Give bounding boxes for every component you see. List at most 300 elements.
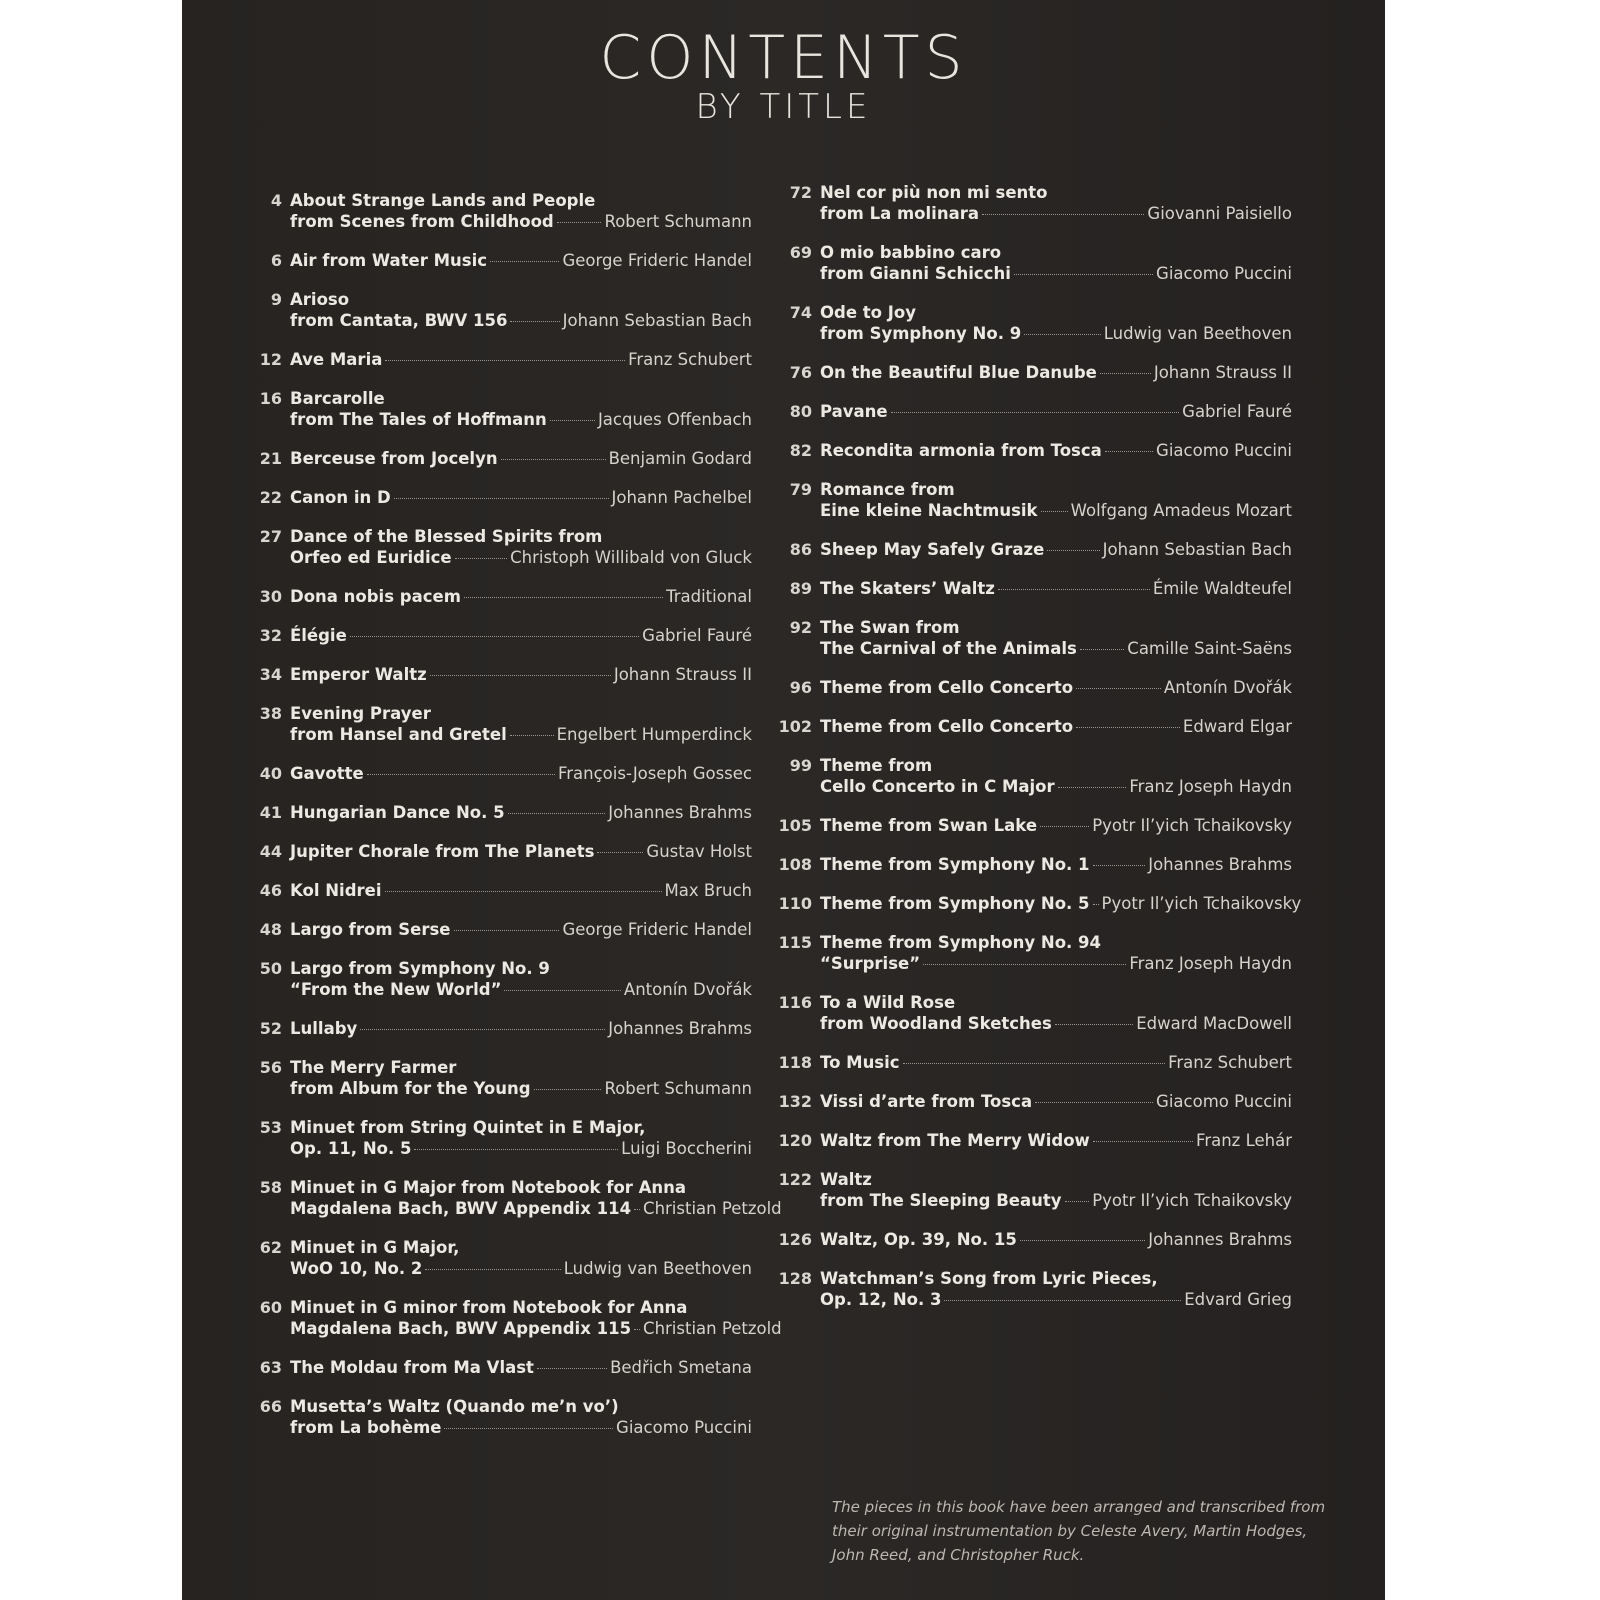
- title-last-line: [290, 547, 752, 568]
- page-number: 99: [789, 756, 812, 775]
- entry-title: Theme from Cello Concerto: [820, 678, 1074, 697]
- title-last-line: [820, 440, 1292, 461]
- title-last-line: [820, 716, 1292, 737]
- composer-name: François-Joseph Gossec: [557, 764, 752, 783]
- dot-leader: [508, 813, 606, 814]
- dot-leader: [1035, 1102, 1153, 1103]
- page-number: 72: [789, 183, 812, 202]
- dot-leader: [490, 261, 559, 262]
- page-number: 74: [789, 303, 812, 322]
- entry-title: Recondita armonia from Tosca: [820, 441, 1102, 460]
- entry-title: Jupiter Chorale from The Planets: [290, 842, 595, 861]
- entry-title: Sheep May Safely Graze: [820, 540, 1045, 559]
- entry-title: from Hansel and Gretel: [290, 725, 507, 744]
- toc-entry[interactable]: [772, 1091, 1292, 1112]
- toc-entry[interactable]: [242, 190, 752, 232]
- toc-entry[interactable]: [242, 1396, 752, 1438]
- toc-entry[interactable]: [242, 487, 752, 508]
- entry-title: Orfeo ed Euridice: [290, 548, 452, 567]
- toc-entry[interactable]: [772, 992, 1292, 1034]
- title-last-line: [290, 979, 752, 1000]
- entry-title: Air from Water Music: [290, 251, 488, 270]
- page-number: 118: [778, 1053, 812, 1072]
- page-number: 80: [789, 402, 812, 421]
- dot-leader: [891, 412, 1180, 413]
- dot-leader: [510, 321, 559, 322]
- toc-entry[interactable]: [242, 958, 752, 1000]
- page-number: 30: [259, 587, 282, 606]
- composer-name: Christian Petzold: [643, 1319, 782, 1338]
- toc-entry[interactable]: [242, 880, 752, 901]
- page-number: 66: [259, 1397, 282, 1416]
- page-number: 50: [259, 959, 282, 978]
- page-number: 102: [778, 717, 812, 736]
- composer-name: Antonín Dvořák: [623, 980, 752, 999]
- entry-title: Waltz from The Merry Widow: [820, 1131, 1090, 1150]
- dot-leader: [360, 1029, 605, 1030]
- title-last-line: [820, 893, 1302, 914]
- composer-name: Christian Petzold: [643, 1199, 782, 1218]
- entry-title: Theme from Cello Concerto: [820, 717, 1074, 736]
- page-number: 105: [778, 816, 812, 835]
- toc-entry[interactable]: [242, 664, 752, 685]
- page-number: 16: [259, 389, 282, 408]
- toc-entry[interactable]: [772, 362, 1292, 383]
- title-last-line: [290, 763, 752, 784]
- composer-name: Benjamin Godard: [608, 449, 752, 468]
- dot-leader: [537, 1368, 607, 1369]
- dot-leader: [510, 735, 554, 736]
- title-last-line: [820, 203, 1292, 224]
- page-number: 27: [259, 527, 282, 546]
- dot-leader: [455, 558, 508, 559]
- composer-name: Edward MacDowell: [1136, 1014, 1292, 1033]
- title-last-line: [290, 880, 752, 901]
- title-last-line: [290, 310, 752, 331]
- toc-entry[interactable]: [772, 617, 1292, 659]
- title-last-line: [820, 1052, 1292, 1073]
- toc-entry[interactable]: [772, 479, 1292, 521]
- entry-title: from Gianni Schicchi: [820, 264, 1011, 283]
- toc-entry[interactable]: [772, 302, 1292, 344]
- dot-leader: [1100, 373, 1151, 374]
- composer-name: Johann Pachelbel: [611, 488, 752, 507]
- entry-title: from The Sleeping Beauty: [820, 1191, 1062, 1210]
- composer-name: Edvard Grieg: [1184, 1290, 1292, 1309]
- toc-entry[interactable]: [242, 448, 752, 469]
- dot-leader: [1076, 727, 1180, 728]
- composer-name: Max Bruch: [664, 881, 752, 900]
- dot-leader: [1040, 826, 1089, 827]
- title-last-line: [290, 919, 752, 940]
- toc-entry[interactable]: [772, 182, 1292, 224]
- composer-name: Luigi Boccherini: [621, 1139, 752, 1158]
- composer-name: Giacomo Puccini: [1156, 1092, 1292, 1111]
- title-last-line: [820, 539, 1292, 560]
- composer-name: Giacomo Puccini: [616, 1418, 752, 1437]
- title-last-line: [820, 362, 1292, 383]
- entry-title: Kol Nidrei: [290, 881, 382, 900]
- composer-name: Émile Waldteufel: [1152, 579, 1292, 598]
- title-last-line: [820, 263, 1292, 284]
- title-line: O mio babbino caro: [820, 243, 1002, 262]
- title-last-line: [820, 1013, 1292, 1034]
- entry-title: from La bohème: [290, 1418, 442, 1437]
- page-number: 22: [259, 488, 282, 507]
- entry-title: Dona nobis pacem: [290, 587, 461, 606]
- title-line: Minuet from String Quintet in E Major,: [290, 1118, 646, 1137]
- composer-name: Robert Schumann: [604, 1079, 752, 1098]
- toc-entry[interactable]: [772, 440, 1292, 461]
- entry-title: from Scenes from Childhood: [290, 212, 554, 231]
- composer-name: George Frideric Handel: [562, 920, 752, 939]
- dot-leader: [1020, 1240, 1145, 1241]
- toc-entry[interactable]: [242, 1297, 782, 1339]
- title-line: Arioso: [290, 290, 350, 309]
- toc-entry[interactable]: [242, 841, 752, 862]
- composer-name: Franz Schubert: [628, 350, 752, 369]
- title-last-line: [290, 1078, 752, 1099]
- title-last-line: [820, 677, 1292, 698]
- page-number: 132: [778, 1092, 812, 1111]
- entry-title: Hungarian Dance No. 5: [290, 803, 505, 822]
- title-line: Ode to Joy: [820, 303, 916, 322]
- page-number: 52: [259, 1019, 282, 1038]
- dot-leader: [944, 1300, 1181, 1301]
- toc-entry[interactable]: [242, 1018, 752, 1039]
- title-line: To a Wild Rose: [820, 993, 956, 1012]
- dot-leader: [550, 420, 595, 421]
- entry-title: from The Tales of Hoffmann: [290, 410, 547, 429]
- composer-name: Ludwig van Beethoven: [563, 1259, 752, 1278]
- entry-title: from Cantata, BWV 156: [290, 311, 508, 330]
- entry-title: Gavotte: [290, 764, 364, 783]
- toc-entry[interactable]: [772, 242, 1292, 284]
- entry-title: from La molinara: [820, 204, 979, 223]
- title-last-line: [290, 409, 752, 430]
- page-number: 89: [789, 579, 812, 598]
- composer-name: Giacomo Puccini: [1156, 441, 1292, 460]
- toc-entry[interactable]: [242, 625, 752, 646]
- entry-title: To Music: [820, 1053, 900, 1072]
- dot-leader: [1058, 787, 1127, 788]
- composer-name: Johannes Brahms: [1148, 855, 1292, 874]
- toc-entry[interactable]: [772, 539, 1292, 560]
- dot-leader: [1080, 649, 1124, 650]
- entry-title: On the Beautiful Blue Danube: [820, 363, 1097, 382]
- page-subtitle: BY TITLE: [695, 87, 872, 127]
- entry-title: The Skaters’ Waltz: [820, 579, 995, 598]
- composer-name: Johann Strauss II: [1153, 363, 1292, 382]
- page-number: 110: [778, 894, 812, 913]
- toc-entry[interactable]: [772, 1052, 1292, 1073]
- toc-entry[interactable]: [242, 1177, 782, 1219]
- title-line: The Merry Farmer: [290, 1058, 457, 1077]
- dot-leader: [1047, 550, 1099, 551]
- page-number: 53: [259, 1118, 282, 1137]
- title-line: The Swan from: [820, 618, 960, 637]
- toc-entry[interactable]: [772, 578, 1292, 599]
- toc-entry[interactable]: [772, 1130, 1292, 1151]
- dot-leader: [597, 852, 643, 853]
- dot-leader: [1105, 451, 1153, 452]
- title-last-line: [820, 401, 1292, 422]
- entry-title: Lullaby: [290, 1019, 358, 1038]
- composer-name: Giovanni Paisiello: [1147, 204, 1292, 223]
- composer-name: Giacomo Puccini: [1156, 264, 1292, 283]
- title-last-line: [290, 487, 752, 508]
- entry-title: The Carnival of the Animals: [820, 639, 1077, 658]
- page-number: 46: [259, 881, 282, 900]
- entry-title: from Album for the Young: [290, 1079, 531, 1098]
- composer-name: Gustav Holst: [646, 842, 752, 861]
- entry-title: Eine kleine Nachtmusik: [820, 501, 1038, 520]
- title-line: Minuet in G Major from Notebook for Anna: [290, 1178, 687, 1197]
- toc-entry[interactable]: [772, 1268, 1292, 1310]
- page-number: 76: [789, 363, 812, 382]
- entry-title: Largo from Serse: [290, 920, 451, 939]
- page-number: 48: [259, 920, 282, 939]
- page-number: 32: [259, 626, 282, 645]
- dot-leader: [385, 891, 662, 892]
- dot-leader: [903, 1063, 1166, 1064]
- left-column: [242, 190, 782, 1456]
- dot-leader: [1024, 334, 1101, 335]
- page-number: 40: [259, 764, 282, 783]
- toc-entry[interactable]: [242, 1237, 752, 1279]
- title-last-line: [290, 349, 752, 370]
- page-number: 126: [778, 1230, 812, 1249]
- dot-leader: [444, 1428, 613, 1429]
- dot-leader: [464, 597, 663, 598]
- page-number: 58: [259, 1178, 282, 1197]
- dot-leader: [534, 1089, 602, 1090]
- title-last-line: [820, 1130, 1292, 1151]
- title-last-line: [290, 448, 752, 469]
- composer-name: Franz Lehár: [1196, 1131, 1292, 1150]
- title-line: Waltz: [820, 1170, 872, 1189]
- entry-title: Op. 12, No. 3: [820, 1290, 942, 1309]
- entry-title: “From the New World”: [290, 980, 502, 999]
- composer-name: Gabriel Fauré: [1182, 402, 1292, 421]
- page-number: 41: [259, 803, 282, 822]
- entry-title: Magdalena Bach, BWV Appendix 114: [290, 1199, 632, 1218]
- composer-name: Antonín Dvořák: [1163, 678, 1292, 697]
- toc-entry[interactable]: [242, 1057, 752, 1099]
- title-last-line: [820, 1229, 1292, 1250]
- entry-title: from Symphony No. 9: [820, 324, 1022, 343]
- toc-entry[interactable]: [242, 250, 752, 271]
- toc-entry[interactable]: [772, 1169, 1292, 1211]
- toc-entry[interactable]: [772, 755, 1292, 797]
- page-number: 128: [778, 1269, 812, 1288]
- title-last-line: [290, 250, 752, 271]
- page-number: 4: [270, 191, 282, 210]
- entry-title: Canon in D: [290, 488, 391, 507]
- dot-leader: [1093, 1141, 1193, 1142]
- title-line: Evening Prayer: [290, 704, 431, 723]
- entry-title: WoO 10, No. 2: [290, 1259, 423, 1278]
- title-last-line: [290, 211, 752, 232]
- toc-entry[interactable]: [772, 677, 1292, 698]
- entry-title: Berceuse from Jocelyn: [290, 449, 498, 468]
- title-line: Theme from: [820, 756, 933, 775]
- dot-leader: [557, 222, 602, 223]
- composer-name: Engelbert Humperdinck: [556, 725, 752, 744]
- entry-title: Theme from Symphony No. 5: [820, 894, 1090, 913]
- entry-title: Theme from Symphony No. 1: [820, 855, 1090, 874]
- toc-entry[interactable]: [772, 932, 1292, 974]
- page-number: 34: [259, 665, 282, 684]
- entry-title: Magdalena Bach, BWV Appendix 115: [290, 1319, 632, 1338]
- title-last-line: [820, 1190, 1292, 1211]
- title-line: Romance from: [820, 480, 955, 499]
- toc-entry[interactable]: [772, 716, 1292, 737]
- dot-leader: [454, 930, 560, 931]
- page-number: 108: [778, 855, 812, 874]
- entry-title: “Surprise”: [820, 954, 921, 973]
- composer-name: George Frideric Handel: [562, 251, 752, 270]
- toc-entry[interactable]: [772, 401, 1292, 422]
- dot-leader: [1041, 511, 1068, 512]
- title-last-line: [820, 815, 1292, 836]
- entry-title: Ave Maria: [290, 350, 383, 369]
- title-last-line: [290, 1198, 782, 1219]
- dot-leader: [634, 1329, 640, 1330]
- toc-entry[interactable]: [242, 1117, 752, 1159]
- title-last-line: [820, 1289, 1292, 1310]
- toc-entry[interactable]: [772, 854, 1292, 875]
- toc-entry[interactable]: [772, 893, 1302, 914]
- toc-entry[interactable]: [242, 349, 752, 370]
- toc-entry[interactable]: [772, 1229, 1292, 1250]
- page-number: 92: [789, 618, 812, 637]
- composer-name: Pyotr Il’yich Tchaikovsky: [1092, 1191, 1292, 1210]
- title-last-line: [820, 953, 1292, 974]
- page-number: 116: [778, 993, 812, 1012]
- toc-entry[interactable]: [772, 815, 1292, 836]
- page-number: 38: [259, 704, 282, 723]
- page-title: CONTENTS: [599, 23, 968, 93]
- toc-entry[interactable]: [242, 763, 752, 784]
- toc-entry[interactable]: [242, 586, 752, 607]
- entry-title: from Woodland Sketches: [820, 1014, 1052, 1033]
- dot-leader: [350, 636, 639, 637]
- composer-name: Jacques Offenbach: [597, 410, 752, 429]
- dot-leader: [504, 990, 620, 991]
- toc-entry[interactable]: [242, 289, 752, 331]
- composer-name: Franz Joseph Haydn: [1129, 954, 1292, 973]
- title-last-line: [290, 1357, 752, 1378]
- composer-name: Franz Schubert: [1168, 1053, 1292, 1072]
- entry-title: Vissi d’arte from Tosca: [820, 1092, 1033, 1111]
- title-last-line: [290, 1417, 752, 1438]
- dot-leader: [425, 1269, 560, 1270]
- title-block: [182, 23, 1385, 127]
- entry-title: Élégie: [290, 626, 347, 645]
- toc-entry[interactable]: [242, 526, 752, 568]
- dot-leader: [394, 498, 609, 499]
- title-last-line: [820, 1091, 1292, 1112]
- toc-entry[interactable]: [242, 802, 752, 823]
- dot-leader: [1014, 274, 1153, 275]
- title-line: Nel cor più non mi sento: [820, 183, 1048, 202]
- composer-name: Christoph Willibald von Gluck: [510, 548, 752, 567]
- dot-leader: [982, 214, 1144, 215]
- page-number: 60: [259, 1298, 282, 1317]
- title-last-line: [290, 1318, 782, 1339]
- composer-name: Johann Strauss II: [613, 665, 752, 684]
- composer-name: Johannes Brahms: [608, 1019, 752, 1038]
- dot-leader: [414, 1149, 618, 1150]
- entry-title: Pavane: [820, 402, 888, 421]
- dot-leader: [998, 589, 1150, 590]
- title-line: Musetta’s Waltz (Quando me’n vo’): [290, 1397, 619, 1416]
- composer-name: Johannes Brahms: [1148, 1230, 1292, 1249]
- toc-entry[interactable]: [242, 919, 752, 940]
- title-last-line: [290, 841, 752, 862]
- page-number: 56: [259, 1058, 282, 1077]
- dot-leader: [430, 675, 611, 676]
- title-line: Barcarolle: [290, 389, 385, 408]
- composer-name: Franz Joseph Haydn: [1129, 777, 1292, 796]
- page-number: 79: [789, 480, 812, 499]
- title-last-line: [290, 802, 752, 823]
- page-number: 122: [778, 1170, 812, 1189]
- page-number: 69: [789, 243, 812, 262]
- dot-leader: [1055, 1024, 1133, 1025]
- title-last-line: [820, 500, 1292, 521]
- dot-leader: [634, 1209, 640, 1210]
- entry-title: The Moldau from Ma Vlast: [290, 1358, 534, 1377]
- title-line: Watchman’s Song from Lyric Pieces,: [820, 1269, 1158, 1288]
- page-number: 63: [259, 1358, 282, 1377]
- page-number: 12: [259, 350, 282, 369]
- page-number: 62: [259, 1238, 282, 1257]
- title-last-line: [820, 578, 1292, 599]
- composer-name: Johann Sebastian Bach: [562, 311, 752, 330]
- title-line: Theme from Symphony No. 94: [820, 933, 1101, 952]
- arranger-note: The pieces in this book have been arranged and transcribed from their original instrumentation by Celeste Avery, Martin Hodges, John Reed, and Christopher Ruck.: [832, 1498, 1326, 1564]
- title-last-line: [290, 664, 752, 685]
- composer-name: Robert Schumann: [604, 212, 752, 231]
- dot-leader: [1093, 904, 1099, 905]
- composer-name: Edward Elgar: [1182, 717, 1292, 736]
- composer-name: Camille Saint-Saëns: [1127, 639, 1292, 658]
- page-number: 82: [789, 441, 812, 460]
- toc-entry[interactable]: [242, 388, 752, 430]
- composer-name: Pyotr Il’yich Tchaikovsky: [1092, 816, 1292, 835]
- title-last-line: [820, 854, 1292, 875]
- title-last-line: [290, 625, 752, 646]
- composer-name: Johannes Brahms: [608, 803, 752, 822]
- dot-leader: [1065, 1201, 1090, 1202]
- entry-title: Emperor Waltz: [290, 665, 427, 684]
- toc-entry[interactable]: [242, 1357, 752, 1378]
- title-line: About Strange Lands and People: [290, 191, 596, 210]
- title-line: Dance of the Blessed Spirits from: [290, 527, 603, 546]
- dot-leader: [923, 964, 1126, 965]
- toc-entry[interactable]: [242, 703, 752, 745]
- page-number: 6: [270, 251, 282, 270]
- entry-title: Cello Concerto in C Major: [820, 777, 1055, 796]
- right-column: [772, 182, 1302, 1328]
- composer-name: Pyotr Il’yich Tchaikovsky: [1101, 894, 1302, 913]
- composer-name: Bedřich Smetana: [610, 1358, 752, 1377]
- title-last-line: [820, 776, 1292, 797]
- title-last-line: [290, 1018, 752, 1039]
- title-line: Minuet in G minor from Notebook for Anna: [290, 1298, 688, 1317]
